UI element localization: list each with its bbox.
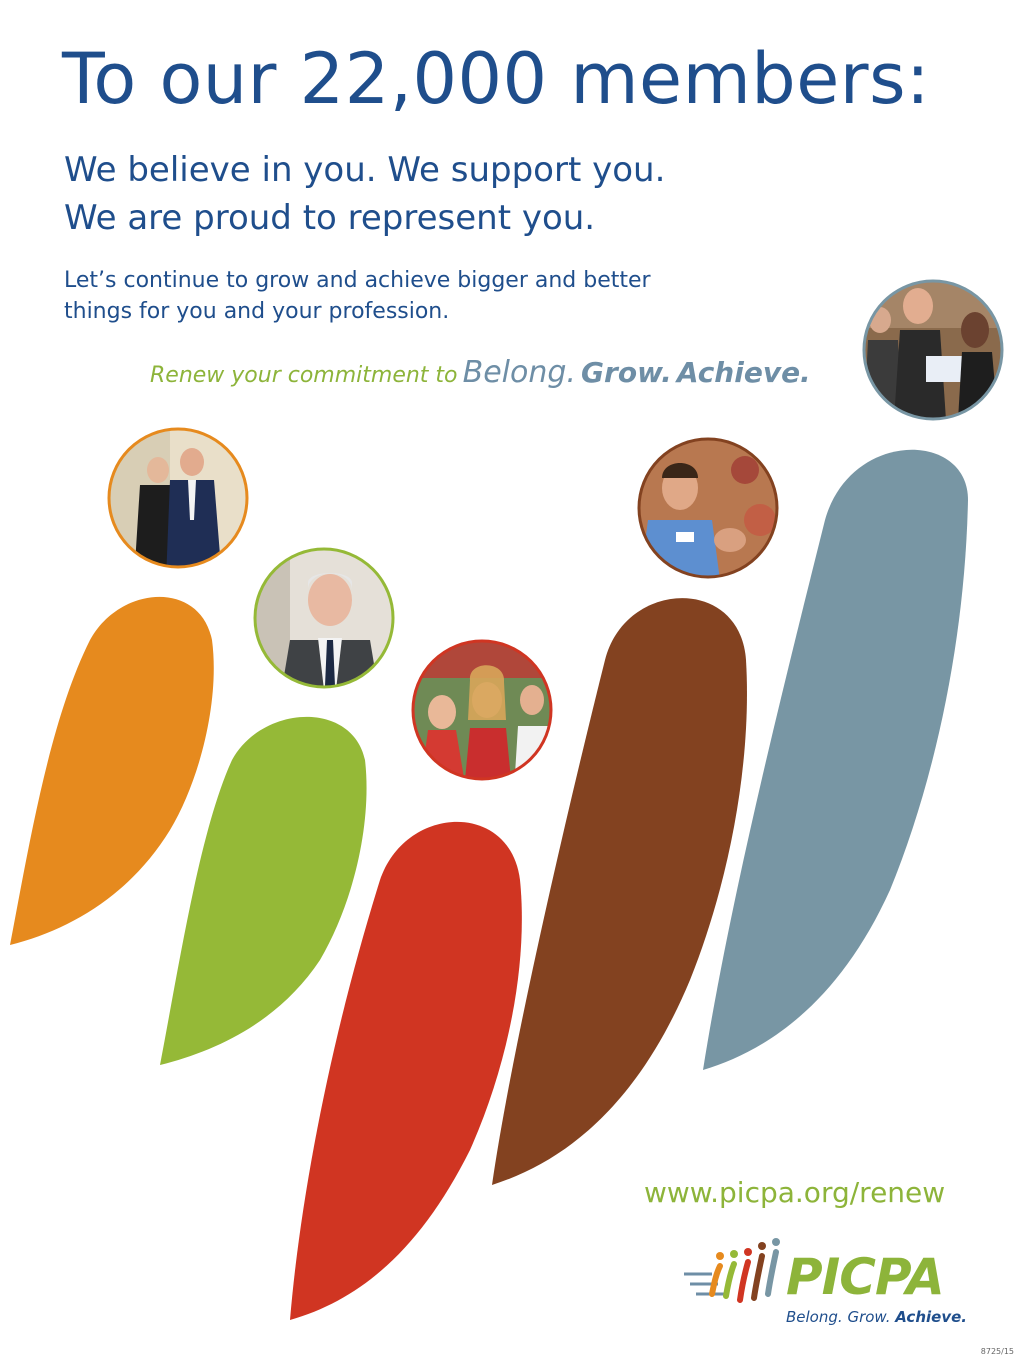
renew-url-link[interactable]: www.picpa.org/renew — [644, 1176, 946, 1209]
photo-award-couple — [100, 420, 260, 580]
picpa-logo — [682, 1236, 982, 1336]
logo-tag-achieve: Achieve. — [895, 1308, 967, 1326]
tagline-lead: Renew your commitment to — [150, 363, 458, 388]
logo-tag-grow: Grow. — [847, 1308, 891, 1326]
footnote-code: 8725/15 — [980, 1347, 1014, 1356]
photo-stadium-fans — [410, 638, 560, 790]
picpa-logo-tagline — [786, 1308, 967, 1326]
tagline-belong: Belong. — [462, 355, 576, 390]
photo-man-portrait — [250, 545, 400, 700]
picpa-figures-icon — [682, 1236, 782, 1306]
tagline-grow: Grow. — [581, 356, 672, 389]
body-line-1: Let’s continue to grow and achieve bigger and better — [64, 268, 651, 293]
body-line-2: things for you and your profession. — [64, 299, 450, 324]
headline: To our 22,000 members: — [62, 38, 931, 120]
picpa-wordmark: PICPA — [786, 1248, 944, 1306]
subhead-line-2: We are proud to represent you. — [64, 198, 596, 238]
figure-orange — [10, 597, 214, 945]
tagline-achieve: Achieve. — [676, 356, 811, 389]
photo-award-handshake — [860, 278, 1010, 428]
photo-young-man-event — [635, 436, 785, 586]
subhead-line-1: We believe in you. We support you. — [64, 150, 666, 190]
logo-tag-belong: Belong. — [786, 1308, 843, 1326]
